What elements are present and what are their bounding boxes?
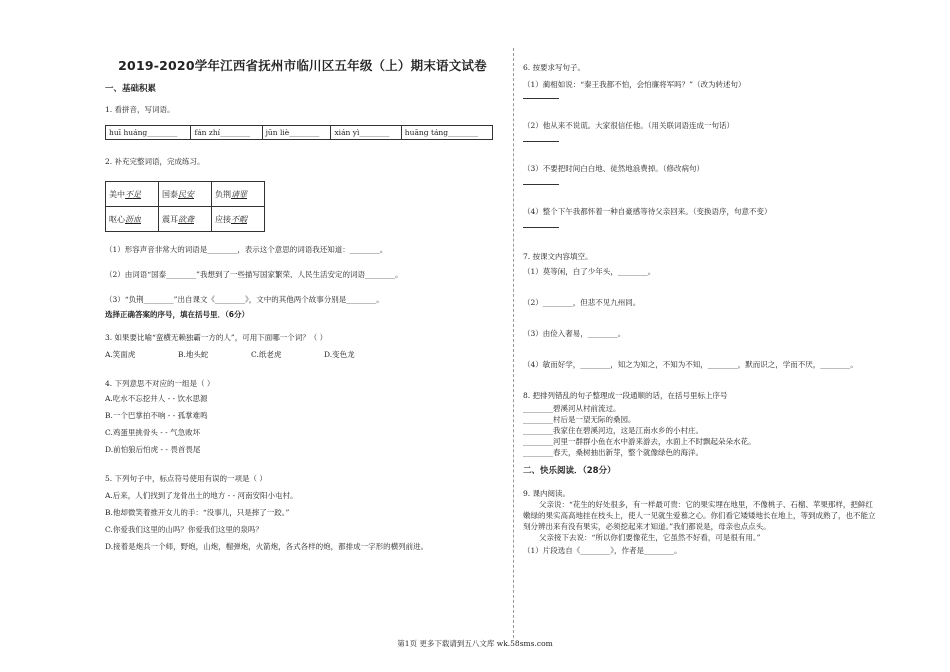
list-item: ________河里一群群小鱼在水中游来游去，水面上不时飘起朵朵水花。 [523,437,756,446]
list-item: ________村后是一望无际的桑园。 [523,415,636,424]
question-2-3: （3）“负荆________”出自课文《________》，文中的其他两个故事分别是________。 [105,295,384,304]
option: B.一个巴掌拍不响 - - 孤掌难鸣 [105,411,208,420]
passage-line: 父亲说：“花生的好处很多，有一样最可贵：它的果实埋在地里，不像桃子、石榴、苹果那样，把鲜红 [539,500,873,509]
question-7-3: （3）由俭入奢易，________。 [523,329,626,338]
question-5: 5. 下列句子中，标点符号使用有误的一项是（ ） [105,474,267,483]
answer-line [523,219,901,231]
question-6-3: （3）不要把时间白白地、徒然地浪费掉。（修改病句） [523,164,705,173]
idiom-answer: 不足 [125,189,141,199]
left-column [105,50,500,552]
passage-line: 刻分辨出来有没有果实，必须挖起来才知道。”我们都说是，母亲也点点头。 [523,522,771,531]
option: A.后来，人们找到了龙骨出土的地方 - - 河南安阳小屯村。 [105,491,298,500]
option: D.前怕狼后怕虎 - - 畏首畏尾 [105,445,201,454]
idiom-cell [212,207,265,232]
idiom-cell [212,182,265,207]
page-footer: 第1页 更多下载请到五八文库 wk.58sms.com [397,639,553,648]
option: C.鸡蛋里挑骨头 - - 气急败坏 [105,428,201,437]
question-2-1: （1）形容声音非常大的词语是________，表示这个意思的词语我还知道：________。 [105,245,388,254]
question-3-options [105,349,500,360]
question-7-4: （4）敏而好学，________，知之为知之，不知为不知，________，默而识之，学而不厌，________。 [523,360,858,369]
option: D.变色龙 [324,350,355,359]
idiom-cell [159,182,212,207]
list-item: ________我家住在碧溪河边，这是江南水乡的小村庄。 [523,426,703,435]
idiom-answer: 不暇 [231,214,247,224]
answer-line [523,176,901,188]
pinyin-cell: xián yì________ [331,126,401,140]
idiom-cell [106,207,159,232]
passage-line: 嫩绿的果实高高地挂在枝头上，使人一见就生爱慕之心。你们看它矮矮地长在地上，等到成熟了，也不能立 [523,511,876,520]
option: C.你爱我们这里的山吗？你爱我们这里的泉吗？ [105,525,263,534]
idiom-cell [106,182,159,207]
option: B.他却微笑着推开女儿的手：“没事儿，只是摔了一跤。” [105,508,290,517]
pinyin-cell: huāng táng________ [401,126,492,140]
option: C.纸老虎 [251,350,282,359]
instruction-heading: 选择正确答案的序号，填在括号里．（6分） [105,310,249,319]
answer-line [523,133,901,145]
idiom-prefix: 应接 [215,214,231,224]
question-6: 6. 按要求写句子。 [523,63,586,72]
question-7: 7. 按课文内容填空。 [523,252,593,261]
question-2-2: （2）由词语“国泰________”我想到了一些描写国家繁荣、人民生活安定的词语________。 [105,270,403,279]
question-3: 3. 如果要比喻“蛮横无赖独霸一方的人”，可用下面哪一个词？（ ） [105,333,328,342]
idiom-answer: 沥血 [125,214,141,224]
column-divider [513,48,514,638]
section-heading: 一、基础积累 [105,84,157,94]
idiom-prefix: 国泰 [162,189,178,199]
pinyin-cell: jūn liè________ [262,126,331,140]
option: B.地头蛇 [178,350,209,359]
question-9-1: （1）片段选自《________》，作者是________。 [523,546,682,555]
option: A.笑面虎 [105,350,136,359]
question-6-2: （2）他从来不说谎。大家很信任他。（用关联词语连成一句话） [523,121,735,130]
idiom-prefix: 负荆 [215,189,231,199]
question-6-4: （4）整个下午我都怀着一种自豪感等待父亲回来。（变换语序，句意不变） [523,207,772,216]
list-item: ________春天，桑树抽出新芽，整个就像绿色的海洋。 [523,448,703,457]
page-title: 2019-2020学年江西省抚州市临川区五年级（上）期末语文试卷 [118,58,487,73]
idiom-prefix: 呕心 [109,214,125,224]
idiom-table [105,181,265,232]
question-7-1: （1）莫等闲，白了少年头，________。 [523,267,656,276]
question-1: 1. 看拼音，写词语。 [105,105,175,114]
idiom-answer: 民安 [178,189,194,199]
idiom-cell [159,207,212,232]
idiom-answer: 请罪 [231,189,247,199]
option: A.吃水不忘挖井人 - - 饮水思源 [105,394,208,403]
option: D.接着是炮兵一个师，野炮，山炮，榴弹炮，火箭炮，各式各样的炮，都排成一字形的横列前进。 [105,542,429,551]
list-item: ________碧溪河从村前流过。 [523,404,621,413]
passage-line: 父亲接下去说：“所以你们要像花生，它虽然不好看，可是很有用。” [539,533,761,542]
question-2: 2. 补充完整词语，完成练习。 [105,157,205,166]
idiom-prefix: 震耳 [162,214,178,224]
question-4: 4. 下列意思不对应的一组是（ ） [105,379,215,388]
section-heading: 二、快乐阅读．（28分） [523,466,616,476]
pinyin-table [105,125,493,140]
answer-line [523,90,901,102]
question-7-2: （2）________，但悲不见九州同。 [523,298,641,307]
question-6-1: （1）蔺相如说：“秦王我都不怕，会怕廉将军吗？”（改为转述句） [523,80,746,89]
idiom-answer: 欲聋 [178,214,194,224]
idiom-prefix: 美中 [109,189,125,199]
right-column [523,62,901,556]
question-8: 8. 把排列错乱的句子整理成一段通顺的话，在括号里标上序号 [523,391,728,400]
pinyin-cell: huī huáng________ [106,126,191,140]
pinyin-cell: fán zhí________ [191,126,262,140]
question-9: 9. 课内阅读。 [523,489,571,498]
